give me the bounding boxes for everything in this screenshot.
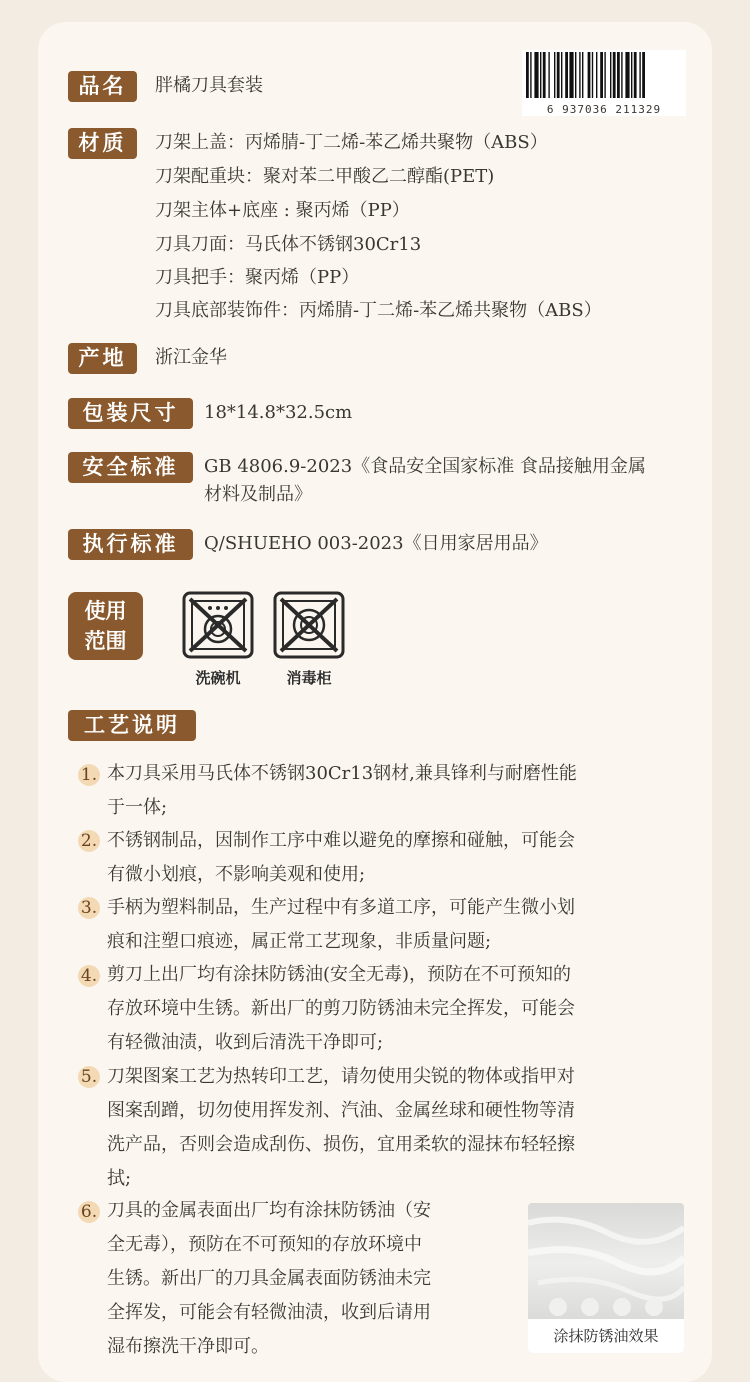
step-line: 图案刮蹭，切勿使用挥发剂、汽油、金属丝球和硬性物等清 <box>107 1100 575 1121</box>
safety-tag: 安全标准 <box>68 452 193 483</box>
step-line: 洗产品，否则会造成刮伤、损伤，宜用柔软的湿抹布轻轻擦 <box>107 1134 575 1155</box>
step-line: 全挥发，可能会有轻微油渍，收到后请用 <box>107 1302 431 1323</box>
material-line: 刀架配重块：聚对苯二甲酸乙二醇酯(PET) <box>155 166 495 187</box>
exec-value: Q/SHUEHO 003-2023《日用家居用品》 <box>204 533 548 554</box>
step-line: 拭; <box>107 1168 132 1189</box>
process-title: 工艺说明 <box>68 710 196 741</box>
barcode-bars <box>522 50 686 100</box>
step-line: 剪刀上出厂均有涂抹防锈油(安全无毒)，预防在不可预知的 <box>107 964 572 985</box>
icon-label: 洗碗机 <box>195 669 241 687</box>
step-number: 6. <box>78 1201 100 1223</box>
photo-caption: 涂抹防锈油效果 <box>528 1319 684 1353</box>
step-text <box>107 891 575 959</box>
material-line: 刀架上盖：丙烯腈-丁二烯-苯乙烯共聚物（ABS） <box>155 132 548 153</box>
disinfection-cabinet-prohibited-icon <box>273 591 345 659</box>
material-line: 刀具刀面：马氏体不锈钢30Cr13 <box>155 234 422 255</box>
step-text <box>107 824 575 892</box>
step-number: 5. <box>78 1066 100 1088</box>
material-line: 刀具把手：聚丙烯（PP） <box>155 267 360 288</box>
scope-tag-line: 范围 <box>84 629 127 653</box>
size-value: 18*14.8*32.5cm <box>204 402 353 423</box>
origin-tag: 产地 <box>68 343 137 374</box>
step-text <box>107 1194 431 1364</box>
step-number: 3. <box>78 897 100 919</box>
step-text <box>107 757 577 825</box>
step-line: 全无毒），预防在不可预知的存放环境中 <box>107 1234 422 1255</box>
dishwasher-prohibited-icon <box>182 591 254 659</box>
step-line: 刀具的金属表面出厂均有涂抹防锈油（安 <box>107 1200 431 1221</box>
step-line: 本刀具采用马氏体不锈钢30Cr13钢材,兼具锋利与耐磨性能 <box>107 763 577 784</box>
step-line: 有微小划痕，不影响美观和使用; <box>107 864 366 885</box>
step-line: 不锈钢制品，因制作工序中难以避免的摩擦和碰触，可能会 <box>107 830 575 851</box>
step-line: 于一体; <box>107 797 168 818</box>
scope-tag-line: 使用 <box>84 599 127 623</box>
origin-value: 浙江金华 <box>155 347 227 368</box>
step-line: 生锈。新出厂的刀具金属表面防锈油未完 <box>107 1268 431 1289</box>
exec-tag: 执行标准 <box>68 529 193 560</box>
scope-tag <box>68 592 143 660</box>
product-name: 胖橘刀具套装 <box>155 75 263 96</box>
step-line: 有轻微油渍，收到后清洗干净即可; <box>107 1032 384 1053</box>
step-line: 痕和注塑口痕迹，属正常工艺现象，非质量问题; <box>107 931 492 952</box>
step-line: 湿布擦洗干净即可。 <box>107 1336 269 1357</box>
step-number: 2. <box>78 830 100 852</box>
material-line: 刀架主体+底座 : 聚丙烯（PP） <box>155 200 410 221</box>
size-tag: 包装尺寸 <box>68 398 193 429</box>
name-tag: 品名 <box>68 71 137 102</box>
step-text <box>107 1060 575 1196</box>
material-tag: 材质 <box>68 128 137 159</box>
step-number: 1. <box>78 764 100 786</box>
barcode <box>522 50 686 114</box>
safety-line: GB 4806.9-2023《食品安全国家标准 食品接触用金属 <box>204 456 646 477</box>
step-line: 存放环境中生锈。新出厂的剪刀防锈油未完全挥发，可能会 <box>107 998 575 1019</box>
safety-line: 材料及制品》 <box>204 484 312 505</box>
step-text <box>107 958 575 1060</box>
step-line: 手柄为塑料制品，生产过程中有多道工序，可能产生微小划 <box>107 897 575 918</box>
step-number: 4. <box>78 965 100 987</box>
metal-surface-image <box>528 1203 684 1319</box>
icon-label: 消毒柜 <box>286 669 332 687</box>
step-line: 刀架图案工艺为热转印工艺，请勿使用尖锐的物体或指甲对 <box>107 1066 575 1087</box>
barcode-number: 6 937036 211329 <box>522 103 686 116</box>
anti-rust-oil-photo <box>528 1203 684 1353</box>
material-line: 刀具底部装饰件：丙烯腈-丁二烯-苯乙烯共聚物（ABS） <box>155 300 602 321</box>
